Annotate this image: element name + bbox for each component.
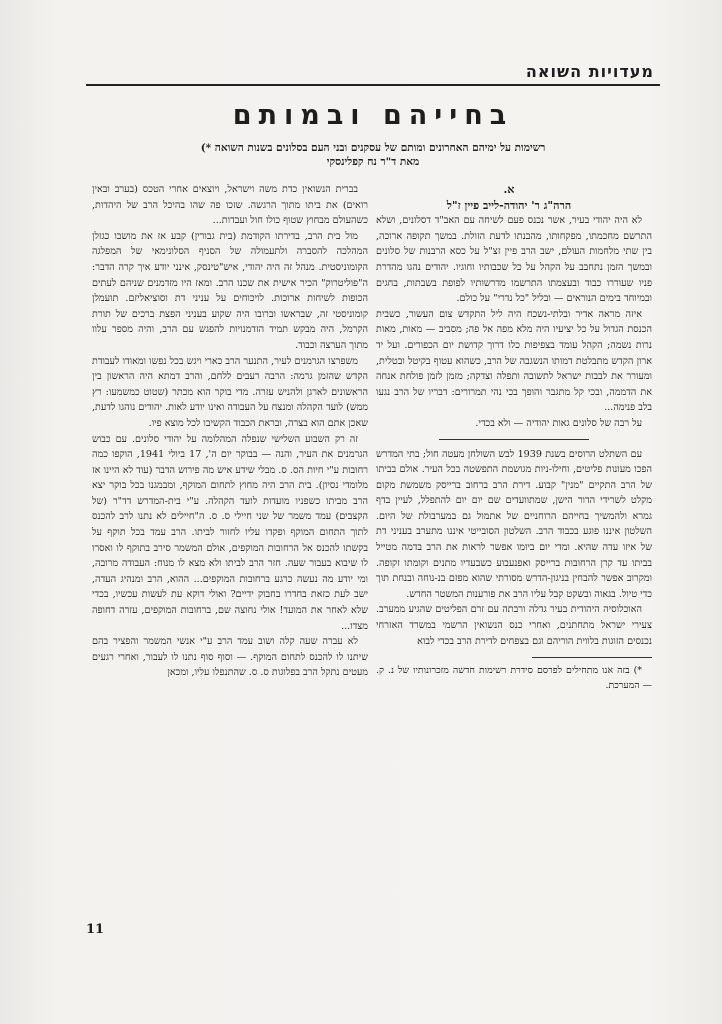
paragraph: לא היה יהודי בעיר, אשר נכנס פעם לשיחה עם האב"ד דסלונים, ושלא התרשם מחכמתו, מפקחותו, מהבנתו לדעת הזולת. במשך תקופה ארוכה, בין שתי מלחמות העולם, ישב הרב פיין זצ"ל על כסא הרבנות של סלונים ובמשך הזמן נתחבב על הקהל על כל שכבותיו וחוגיו. יהודים נהגו מהדרת פניו שעוררו כבוד ובעצמתו התרשמו מדרשותיו לפופת בשבתות, בחגים ובמיוחד בימים הנוראים — ובליל "כל נדרי" על כולם.	[376, 215, 652, 305]
page-number: 11	[86, 922, 105, 937]
column-right	[376, 182, 652, 693]
paragraph: על רבה של סלונים גאות יהודיה — ולא בכדי.	[475, 417, 642, 429]
article-title: בחייהם ובמותם	[232, 100, 514, 131]
paragraph: בברית הנשואין כדת משה וישראל, ויוצאים אחרי הטכס (בערב ובאין רואים) את ביתו מתוך הרגשה. שזכו פה שהו בהיכל הרב של היהדות, כשהעולם מבחוץ שטוף כולו חול ועבדות...	[92, 184, 368, 227]
paragraph: מול בית הרב, בדירתו הקודמת (בית גבורין) קבע אז את מושבו כגזלן המהלכה להסברה ולתעמולה של הסניף הסלונימאי של המפלגה הקומוניסטית. מנהל זה היה יהודי, איש"טינסק, אינני יודע איך קרה הדבר: ה"פוליטרוק" הכיר אישית את שכנו הרב. ומאז היו מזדמנים שניהם לעתים הכופות לשיחות ארוכות. לויכוחים על עניני דת וסוציאליזם. תועמלן קומוניסטי זה, שבראשו וברובו היה שקוע בעניני הפצת ברכים של תורת הקרמל, היה מבקש תמיד הזדמנויות להפגש עם הרב, והיה מספר עלוו מתוך הערצה וכבוד.	[92, 230, 368, 351]
section-heading: הרה"ג ר' יהודה-לייב פיין ז"ל	[446, 198, 572, 212]
top-rule	[86, 84, 660, 86]
paragraph: משפרצו הגרמנים לעיר, התנער הרב כארי ויגש בכל נפשו ומאודו לעבודת הקדש שהזמן גרמה: הרבה רעבים ללחם, והרב דמתא היה הראשון בין הראשונים לארגן ולהניש עזרה. מדי בוקר הוא מכתר (שטוט כמשמעו: רץ ממש) לועד הקהלה ומנצח על העבודה ואינו יודע לאות. יהודים נוהגו לדעת, שאכן אתם הוא בצרה, ובראת הכבוד הקשיבו לכל מוצא פיו.	[92, 355, 368, 429]
section-letter: א.	[503, 183, 515, 196]
paragraph: איזה מראה אדיר ובלתי-נשכח היה ליל התקדש צום העשור, כשבית הכנסת הגדול על כל יציעיו היה מלא מפה אל פה; מסביב — מאות, מאות נרות נשמה; הקהל עומד בצפיפות כלו דרוך קדושת יום הכפורים. ועל יד ארון הקדש מתבלטת דמותו הנשגבה של הרב, כשהוא עטוף בקיטל ובטלית, ומעורר את לבבות ישראל לתשובה ותפלה וצדקה; מזמן לזמן פולחת אנחה את הדממה, ובכי קל מתגבר והופך בכי נהי תמרורים: דבריו של הרב נגעו בלב פנימה...	[376, 308, 652, 414]
article-subtitle: רשימות על ימיהם האחרונים ומותם של עסקנים ובני העם בסלונים בשנות השואה *)	[200, 142, 546, 154]
paragraph: האוכלוסיה היהודית בעיר גדלה ורבתה עם זרם הפליטים שהגיע ממערב. צעירי ישראל מתחתנים, ואחרי כנס הנשואין הרשמי במשרד האזרחי נכנסים הזוגות בלווית הוריהם וגם בצפחים לדירת הרב בכדי לבוא	[376, 604, 652, 647]
footnote: *) בזה אנו מתחילים לפרסם סידרת רשימות חדשה מזכרונותיו של נ. ק. — המערכת.	[376, 665, 652, 692]
footnote-rule	[532, 657, 652, 658]
section-divider	[439, 439, 589, 440]
article-author: מאת ד"ר נח קפלינסקי	[326, 156, 420, 168]
section-label: מעדויות השואה	[525, 62, 654, 81]
column-left	[92, 182, 368, 681]
paragraph: זה רק השבוע השלישי שנפלה המהלומה על יהודי סלונים. עם כבוש הגרמנים את העיר, והנה — בבוקר יום ה', 17 ביולי 1941, הוקפו כמה רחובות ע"י חיות הס. ס. מבלי שידע איש מה פירוש הדבר (עוד לא היינו אז מלומדי נסיון). בית הרב היה מחוץ לתחום המוקף, ומבמגנו בכל בוקר יצא הרב מביתו כשפניו מועדות לועד הקהלה. ע"י בית-המדרש דד"ר (של הקצבים) עמד משמר של שני חיילי ס. ס. ה"חיילים לא נתנו לרב להכנס לתוך התחום המוקף ופקדו עליו לחזור לביתו. הרב עמד בכל תוקף על בקשתו להכנס אל הרחובות המוקפים, אולם המשמר סירב בתוקף לו ואסרו לו שיבוא בעבור שעה. חזר הרב לביתו ולא מצא לו מנוח: העבודה מרובה, ומי יודע מה נעשה כרגע ברחובות המוקפים... ההוא, הרב ומנהיג העדה, ישב לעת כזאת בחדרו בחבוק ידיים? ואולי דוקא עת לעשות עכשיו, בכדי שלא לאחר את המועד! אולי נחוצה שם, ברחובות המוקפים, עזרה דחופה מצדו...	[92, 433, 368, 632]
paragraph: עם השתלט הרוסים בשנת 1939 לבש השולחן מעטה חול; בתי המדרש הפכו מעונות פליטים, וחילו-ניות מגושמת התפשטה בכל העיר. אולם בביתו של הרב התקיים "מנין" קבוע. דירת הרב ברחוב ברייסק משמשת מקום מקלט לשרידי הדור הישן, שמתוועדים שם יום יום להתפלל, לעיין בדף גמרא ולהמשיך בחייהם הרוחניים של אתמול גם במערבולת של היום. השלטון איננו פוגע בכבוד הרב. השלטון הסובייטי איננו מתערב בעניני דת של איזו עדה שהיא. ומדי יום ביומו אפשר לראות את הרב בדמה מטייל בביתו עד קרן הרחובות ברייסק ואפנעבוע כשבעדיו מתנים וקומתו זקופה. ומקרוב אפשר להבחין בניגון-הדרש מסורתי שהוא מפזם בנ-נוחה ובנחת תוך כדי טיול. בגאוה ובשקט קבל עליו הרב את פורענות המשטר החדש.	[376, 448, 652, 600]
paragraph: לא עברה שעה קלה ושוב עמד הרב ע"י אנשי המשמר והפציר בהם שיתנו לו להכנס לתחום המוקף. — וסוף סוף נתנו לו לעבור, ואחרי רגעים מעטים נתקל הרב בפלוגות ס. ס. שהתנפלו עליו, ומכאן	[92, 636, 368, 679]
